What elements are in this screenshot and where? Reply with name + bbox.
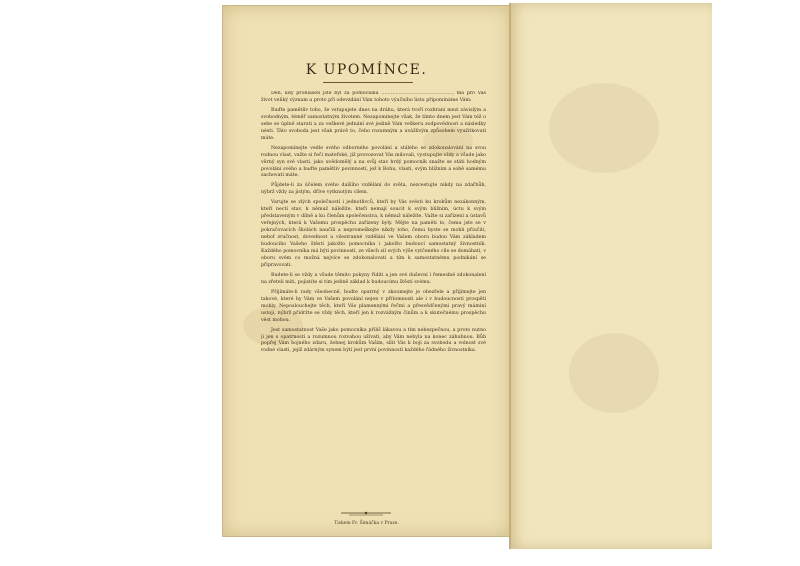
paragraph: Nezapomínejte vedle svého odborného povolání a stálého se zdokonalování na svou rodnou vlast, važte si řeči mateřské, již provozovat Vás milovali, vystupujte vždy a všude jako věrný syn své vlasti, jako uvědomělý a na svůj stav hrdý pomocník snažte se státi hodným povolání svého a buďte pamětliv povinností, jež k Bohu, vlasti, svým bližním a sobě samému zachovati máte. xyxy=(261,145,486,179)
page-fold xyxy=(509,3,511,549)
document-body xyxy=(261,91,486,481)
paragraph: Přijímáte-li rady všeobecně, budte opatrný v zkoumejte je obezřele a přijímejte jen takové, které by Vám ve Vašem povolání nejen v přítomnosti ale i v budoucnosti prospěti mohly. Neposlouchejte těch, kteří Vás plamennými řečmi a přesvědčenými pravý máminí ustoji, nýbrž přidržte se vždy těch, kteří jen k rozvážným činům a k skutečnému prospěchu vést mohou. xyxy=(261,289,486,323)
title-underline xyxy=(323,82,413,83)
paragraph: Varujte se zlých společností i jednotlivců, kteří by Vás svésti ku krokům nezákonným, kteří nectí stav, k němuž náležíte, kteří nemají soucit k svým bližním, úctu k svým představeným v dílně a ku členům společenstva, k němuž náležíte. Važte si zařízení a ústavů veřejných, která k Vašemu prospěchu zařízeny byly. Mějte na paměti to, čemu jste se v pokračovacích školách naučili a nepromeškejte nikdy toho, čemu byste se mohli přiučiti, neboť zručnost, dovednost a všestranné vzdělání ve Vašem oboru budou Vám základem budoucího Vašeho štěstí jakožto pomocníka i jakožto budoucí samostatný živnostník. Každého pomocníka má býti povinností, ze všech sil svých výše vytčeného cíle se domáhati, v oboru svém co možná nejvíce se zdokonalovati a tím k samostatnému podnikání se připravovati. xyxy=(261,200,486,268)
right-page xyxy=(509,3,712,549)
ornament-divider xyxy=(341,509,391,517)
paragraph: Jest samostatnost Vaše jako pomocníka příliš lákavou a tím nebezpečnou, a proto nutno ji jen s opatrností a rozumnou rozvahou užívati, aby Vám nebyla na konec záhubnou. Bůh popřej Vám hojného zdaru, žehnej krokům Vašim, sílit Vás k boji za svobodu a volnost své rodné vlasti, jejíž zdárným synem býti jest první povinností každého řádného živnostníka. xyxy=(261,327,486,354)
paper-stain xyxy=(569,333,659,413)
paragraph: Den, kdy prohlášen jste byl za pomocníka ………………………………………, má pro Vás život veliký význam a proto při odevzdání Vám tohoto výučního listu připomínáme Vám: xyxy=(261,91,486,103)
paragraph: Půjdete-li za účelem svého dalšího vzdělání do světa, nezcestujte nikdy na zdařbůh, nýbrž vždy za jistým, dříve vytknutým cílem. xyxy=(261,183,486,196)
paragraph: Budete-li se vždy a všude těmito pokyny říditi a jen své duševní i řemeslné zdokonalení na zřeteli míti, pojistíte si tím jedině základ k budoucímu štěstí svému. xyxy=(261,272,486,285)
document-title: K UPOMÍNCE. xyxy=(305,62,428,78)
paper-stain xyxy=(549,83,659,173)
printer-imprint: Tiskem Fr. Šimáčka v Praze. xyxy=(334,521,399,526)
paragraph: Buďte pamětliv toho, že vstupujete dnes na dráhu, která tvoří rozhraní mezi závislým a svobodným, téměř samostatným životem. Nezapomínejte však, že tímto dnem jest Vám též o sebe se úplně starati a za veškeré jednání své jedině Vám veškeru zodpovědnost a následky nésti. Táto svoboda jest však právě to, čeho rozumným a uvážlivým způsobem využitkovati máte. xyxy=(261,107,486,141)
left-page xyxy=(222,5,511,537)
